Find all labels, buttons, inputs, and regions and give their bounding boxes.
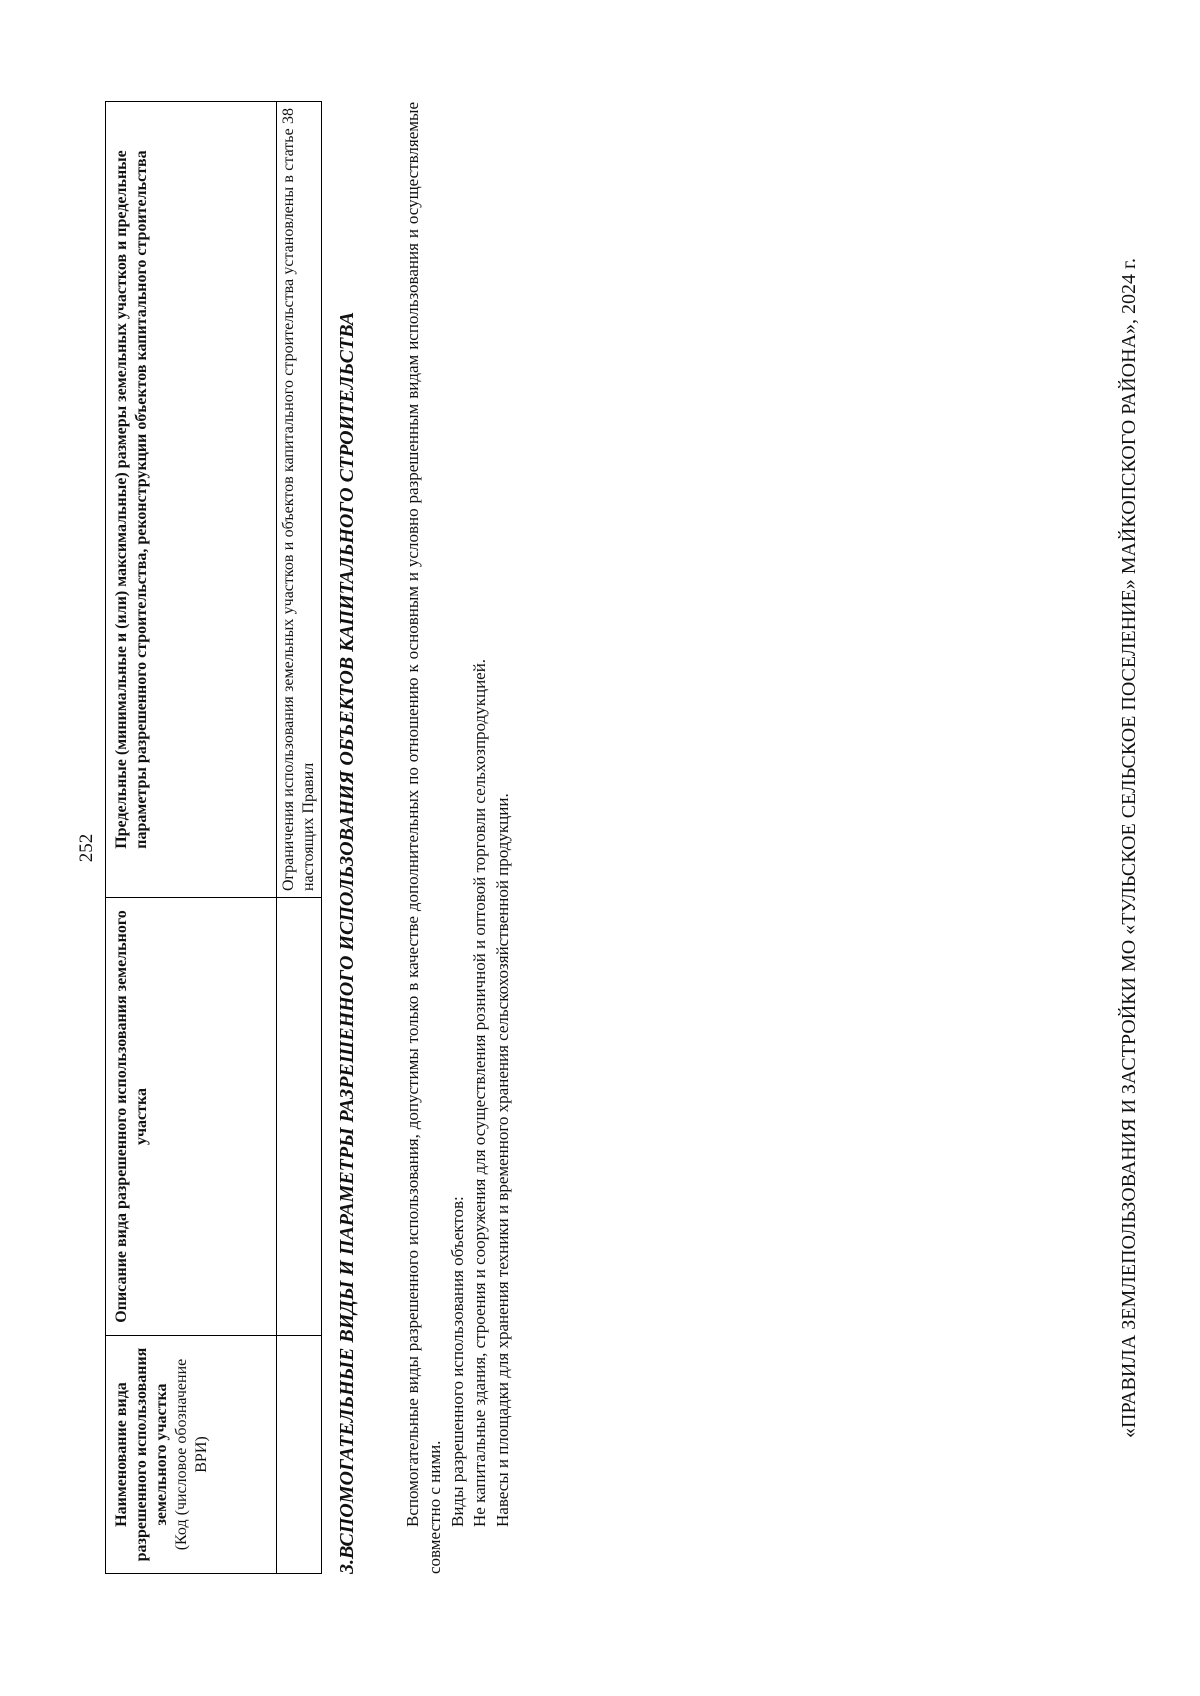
- header-cell-description: Описание вида разрешенного использования земельного участка: [106, 898, 277, 1336]
- paragraph-types-label: Виды разрешенного использования объектов:: [447, 1196, 467, 1527]
- header-code-label: (Код (числовое обозначение ВРИ): [173, 1358, 210, 1551]
- paragraph-intro: Вспомогательные виды разрешенного использования, допустимы только в качестве дополнительных по отношению к основным и условно разрешенным видам использования и осуществляемые совместно с ними.: [403, 102, 445, 1574]
- header-cell-name: [106, 1336, 277, 1574]
- header-name-label: Наименование вида разрешенного использования земельного участка: [113, 1347, 170, 1562]
- row-cell-parameters: Ограничения использования земельных участков и объектов капитального строительства установлены в статье 38 настоящих Правил: [277, 102, 322, 898]
- row-cell-description: [277, 898, 322, 1336]
- paragraph-item-trade: Не капитальные здания, строения и сооружения для осуществления розничной и оптовой торговли сельхозпродукцией.: [470, 658, 490, 1527]
- row-cell-name: [277, 1336, 322, 1574]
- section-heading: 3.ВСПОМОГАТЕЛЬНЫЕ ВИДЫ И ПАРАМЕТРЫ РАЗРЕШЕННОГО ИСПОЛЬЗОВАНИЯ ОБЪЕКТОВ КАПИТАЛЬНОГО СТРОИТЕЛЬСТВА: [336, 311, 358, 1574]
- page-footer: «ПРАВИЛА ЗЕМЛЕПОЛЬЗОВАНИЯ И ЗАСТРОЙКИ МО «ТУЛЬСКОЕ СЕЛЬСКОЕ ПОСЕЛЕНИЕ» МАЙКОПСКОГО РАЙОНА», 2024 г.: [1118, 258, 1140, 1438]
- paragraph-item-storage: Навесы и площадки для хранения техники и временного хранения сельскохозяйственной продукции.: [492, 793, 512, 1527]
- header-cell-parameters: Предельные (минимальные и (или) максимальные) размеры земельных участков и предельные параметры разрешенного строительства, реконструкции объектов капитального строительства: [106, 102, 277, 898]
- table-header-row: [106, 102, 277, 1574]
- body-text: [402, 102, 514, 1574]
- land-use-table: [105, 101, 322, 1574]
- table-row: [277, 102, 322, 1574]
- page-number: 252: [76, 833, 97, 863]
